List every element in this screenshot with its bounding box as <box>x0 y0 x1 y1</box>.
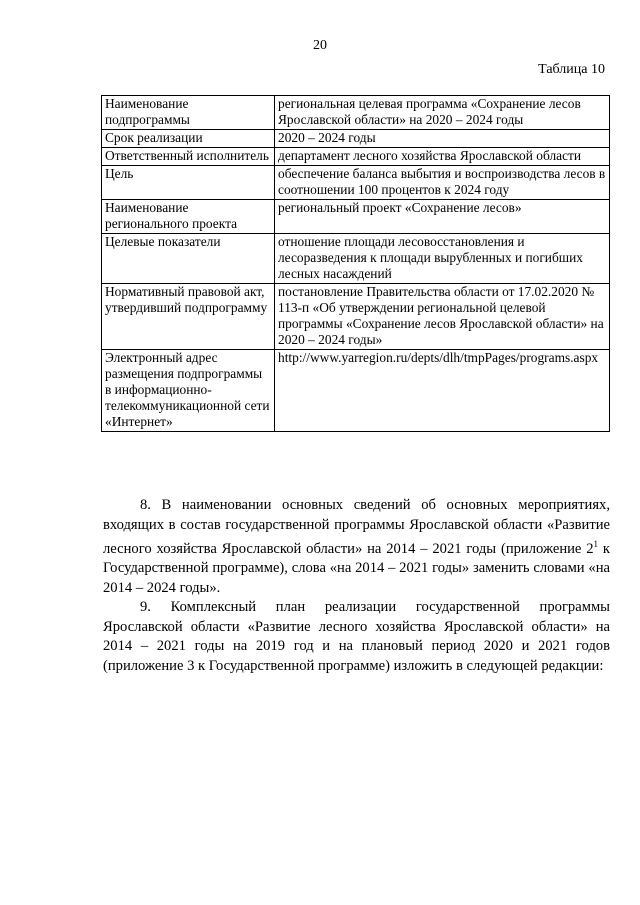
row-value: отношение площади лесовосстановления и лесоразведения к площади вырубленных и погибших лесных насаждений <box>275 234 610 284</box>
row-key: Электронный адрес размещения подпрограммы в информационно-телекоммуникационной сети «Интернет» <box>102 350 275 432</box>
subprogram-passport-table <box>101 95 610 432</box>
row-value: региональная целевая программа «Сохранение лесов Ярославской области» на 2020 – 2024 годы <box>275 96 610 130</box>
row-value: обеспечение баланса выбытия и воспроизводства лесов в соотношении 100 процентов к 2024 году <box>275 166 610 200</box>
page-number: 20 <box>313 38 327 53</box>
row-value: региональный проект «Сохранение лесов» <box>275 200 610 234</box>
table-label: Таблица 10 <box>538 62 605 77</box>
row-value: постановление Правительства области от 17.02.2020 № 113-п «Об утверждении региональной целевой программы «Сохранение лесов Ярославской области» на 2020 – 2024 годы» <box>275 284 610 350</box>
row-key: Наименование подпрограммы <box>102 96 275 130</box>
superscript: 1 <box>593 539 599 549</box>
row-key: Цель <box>102 166 275 200</box>
paragraph-8-part1: 8. В наименовании основных сведений об основных мероприятиях, входящих в состав государственной программы Ярославской области «Развитие лесного хозяйства Ярославской области» на 2014 – 2021 годы (приложение 2 <box>103 497 610 557</box>
row-key: Целевые показатели <box>102 234 275 284</box>
table-row <box>102 96 610 130</box>
row-value: департамент лесного хозяйства Ярославской области <box>275 148 610 166</box>
table-row <box>102 200 610 234</box>
table-row <box>102 234 610 284</box>
table-row <box>102 148 610 166</box>
paragraph-8 <box>103 496 610 598</box>
row-value: 2020 – 2024 годы <box>275 130 610 148</box>
row-value: http://www.yarregion.ru/depts/dlh/tmpPages/programs.aspx <box>275 350 610 432</box>
row-key: Ответственный исполнитель <box>102 148 275 166</box>
row-key: Наименование регионального проекта <box>102 200 275 234</box>
row-key: Нормативный правовой акт, утвердивший подпрограмму <box>102 284 275 350</box>
table-row <box>102 350 610 432</box>
paragraph-9: 9. Комплексный план реализации государственной программы Ярославской области «Развитие лесного хозяйства Ярославской области» на 2014 – 2021 годы на 2019 год и на плановый период 2020 и 2021 годов (приложение 3 к Государственной программе) изложить в следующей редакции: <box>103 599 610 674</box>
row-key: Срок реализации <box>102 130 275 148</box>
table-row <box>102 284 610 350</box>
body-text <box>103 496 610 676</box>
table-row <box>102 166 610 200</box>
paragraph-8-part2: к Государственной программе), слова «на 2014 – 2021 годы» заменить словами «на 2014 – 2024 годы». <box>103 540 610 596</box>
table-row <box>102 130 610 148</box>
